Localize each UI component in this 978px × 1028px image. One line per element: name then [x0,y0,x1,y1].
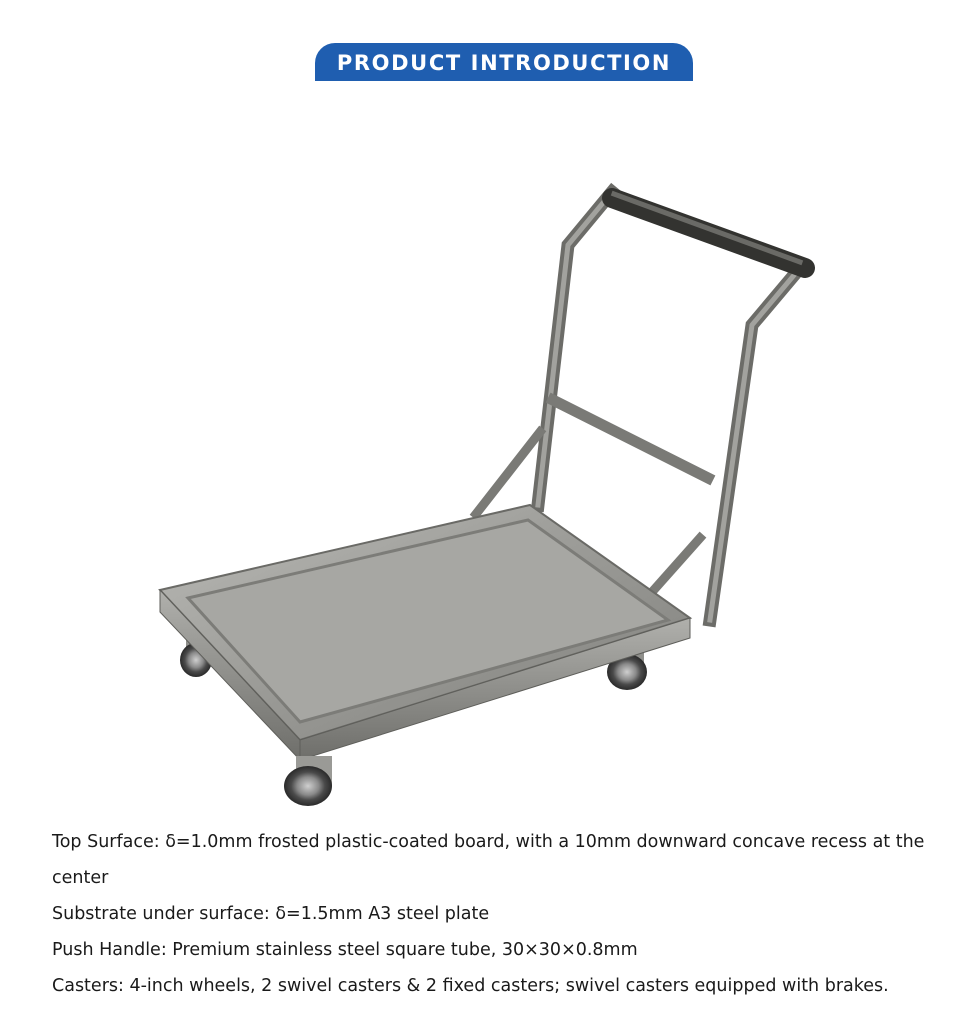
spec-list [52,824,952,1004]
section-title-banner [315,43,693,81]
spec-substrate: Substrate under surface: δ=1.5mm A3 steel plate [52,904,490,924]
spec-top-surface: Top Surface: δ=1.0mm frosted plastic-coated board, with a 10mm downward concave recess at the center [52,832,925,888]
cart-deck [160,505,690,760]
caster-front-left [284,756,332,806]
spec-casters: Casters: 4-inch wheels, 2 swivel casters & 2 fixed casters; swivel casters equipped with brakes. [52,976,889,996]
spec-push-handle: Push Handle: Premium stainless steel square tube, 30×30×0.8mm [52,940,638,960]
section-title: PRODUCT INTRODUCTION [336,51,672,75]
product-photo [150,180,830,820]
